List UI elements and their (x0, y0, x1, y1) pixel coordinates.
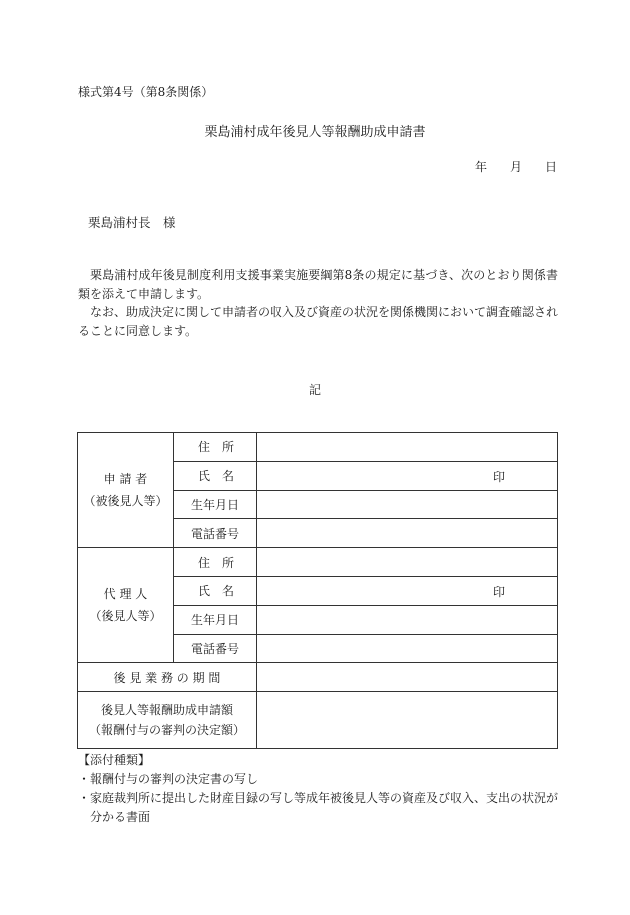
agent-title: 代 理 人 (103, 587, 148, 602)
name-char-2: 名 (221, 584, 234, 599)
address-char-1: 住 (198, 440, 211, 455)
agent-seal-mark: 印 (493, 584, 506, 599)
period-field[interactable] (257, 663, 558, 692)
amount-field[interactable] (257, 692, 558, 749)
agent-name-field[interactable] (257, 576, 558, 605)
body-paragraph-1: 栗島浦村成年後見制度利用支援事業実施要綱第8条の規定に基づき、次のとおり関係書類を添えて申請します。 (78, 268, 558, 301)
addressee: 栗島浦村長 様 (88, 215, 176, 230)
date-day: 日 (545, 160, 558, 174)
name-char-2: 名 (221, 469, 234, 484)
amount-label-line-2: （報酬付与の審判の決定額） (88, 723, 245, 738)
agent-birthdate-field[interactable] (257, 605, 558, 634)
applicant-seal-mark: 印 (493, 469, 506, 484)
agent-phone-field[interactable] (257, 634, 558, 663)
address-char-1: 住 (198, 555, 211, 570)
body-paragraph-2: なお、助成決定に関して申請者の収入及び資産の状況を関係機関において調査確認されることに同意します。 (78, 305, 559, 338)
applicant-birthdate-field[interactable] (257, 490, 558, 519)
agent-name-label (174, 576, 257, 605)
agent-address-field[interactable] (257, 548, 558, 577)
applicant-birthdate-label: 生年月日 (174, 490, 257, 519)
form-number: 様式第4号（第8条関係） (78, 85, 214, 99)
amount-label-line-1: 後見人等報酬助成申請額 (100, 703, 233, 718)
applicant-address-field[interactable] (257, 433, 558, 462)
applicant-name-field[interactable] (257, 461, 558, 490)
date-month: 月 (510, 160, 523, 174)
name-char-1: 氏 (198, 469, 211, 484)
amount-label (78, 692, 257, 749)
attachments-heading: 【添付種類】 (78, 753, 151, 767)
applicant-title: 申 請 者 (103, 472, 148, 487)
attachment-item-2-line-1: ・家庭裁判所に提出した財産目録の写し等成年被後見人等の資産及び収入、支出の状況が (78, 791, 559, 805)
name-char-1: 氏 (198, 584, 211, 599)
applicant-name-label (174, 461, 257, 490)
agent-group-label (78, 548, 174, 663)
agent-subtitle: （後見人等） (89, 609, 162, 624)
address-char-2: 所 (221, 440, 234, 455)
applicant-address-label (174, 433, 257, 462)
period-label: 後 見 業 務 の 期 間 (78, 663, 257, 692)
applicant-group-label (78, 433, 174, 548)
attachments-section (78, 751, 558, 827)
attachment-item-2-line-2: 分かる書面 (90, 810, 151, 824)
body-text (78, 266, 558, 340)
applicant-phone-field[interactable] (257, 519, 558, 548)
agent-birthdate-label: 生年月日 (174, 605, 257, 634)
applicant-phone-label: 電話番号 (174, 519, 257, 548)
date-year: 年 (475, 160, 488, 174)
agent-address-label (174, 548, 257, 577)
application-table (77, 432, 558, 749)
address-char-2: 所 (221, 555, 234, 570)
agent-phone-label: 電話番号 (174, 634, 257, 663)
attachment-item-1: ・報酬付与の審判の決定書の写し (78, 772, 259, 786)
applicant-subtitle: （被後見人等） (83, 494, 168, 509)
document-title: 栗島浦村成年後見人等報酬助成申請書 (204, 125, 426, 140)
ki-heading: 記 (308, 383, 321, 397)
